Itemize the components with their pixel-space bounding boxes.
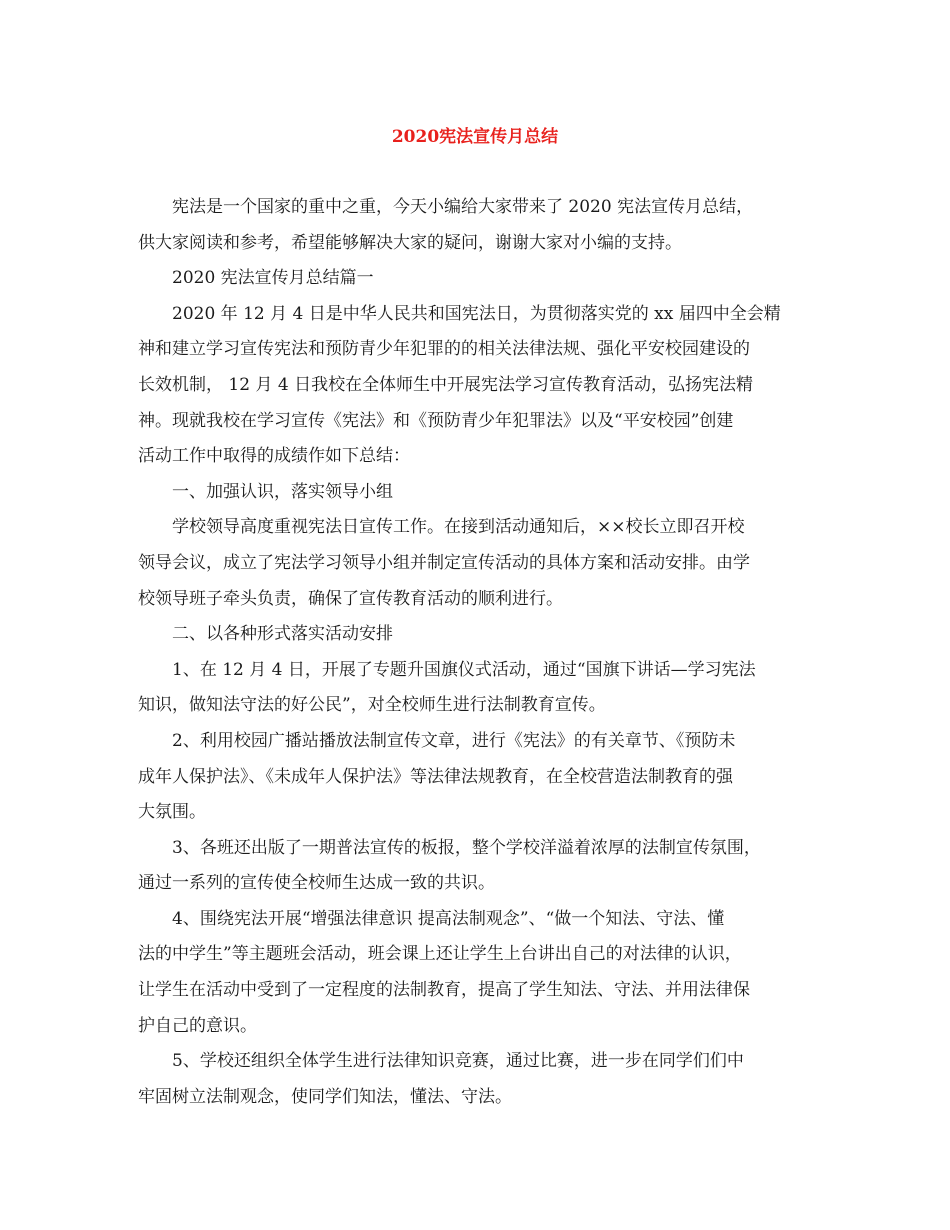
paragraph-line: 长效机制， 12 月 4 日我校在全体师生中开展宪法学习宣传教育活动，弘扬宪法精: [138, 374, 754, 395]
paragraph-line: 宪法是一个国家的重中之重，今天小编给大家带来了 2020 宪法宣传月总结，: [172, 197, 754, 217]
paragraph-line: 牢固树立法制观念，使同学们知法，懂法、守法。: [138, 1086, 512, 1107]
document-title: 2020宪法宣传月总结: [391, 127, 559, 147]
list-item-2: [138, 724, 828, 831]
paragraph-line: 供大家阅读和参考，希望能够解决大家的疑问，谢谢大家对小编的支持。: [138, 232, 682, 253]
list-item-4: [138, 902, 828, 1044]
document-body: [138, 190, 828, 1115]
list-item-3: [138, 831, 828, 902]
paragraph-line: 2、利用校园广播站播放法制宣传文章，进行《宪法》的有关章节、《预防未: [172, 730, 736, 751]
paragraph-line: 通过一系列的宣传使全校师生达成一致的共识。: [138, 873, 495, 894]
paragraph-line: 领导会议，成立了宪法学习领导小组并制定宣传活动的具体方案和活动安排。由学: [138, 552, 750, 573]
list-item-5: [138, 1044, 828, 1115]
paragraph-line: 让学生在活动中受到了一定程度的法制教育，提高了学生知法、守法、并用法律保: [138, 980, 750, 1001]
section-two-heading: [138, 617, 828, 653]
heading-line: 一、加强认识，落实领导小组: [172, 481, 393, 502]
part-one-heading: [138, 261, 828, 297]
paragraph-line: 大氛围。: [138, 802, 206, 823]
paragraph-line: 校领导班子牵头负责，确保了宣传教育活动的顺利进行。: [138, 588, 563, 609]
paragraph-line: 知识，做知法守法的好公民”，对全校师生进行法制教育宣传。: [138, 695, 606, 716]
paragraph-line: 5、学校还组织全体学生进行法律知识竞赛，通过比赛，进一步在同学们们中: [172, 1051, 744, 1072]
paragraph-line: 活动工作中取得的成绩作如下总结：: [138, 446, 410, 467]
section-one-heading: [138, 475, 828, 511]
paragraph-section-one: [138, 510, 828, 617]
paragraph-line: 成年人保护法》、《未成年人保护法》等法律法规教育，在全校营造法制教育的强: [138, 766, 733, 787]
paragraph-line: 神和建立学习宣传宪法和预防青少年犯罪的的相关法律法规、强化平安校园建设的: [138, 339, 750, 360]
list-item-1: [138, 653, 828, 724]
paragraph-line: 法的中学生”等主题班会活动，班会课上还让学生上台讲出自己的对法律的认识，: [138, 944, 742, 965]
paragraph-line: 3、各班还出版了一期普法宣传的板报，整个学校洋溢着浓厚的法制宣传氛围，: [172, 837, 761, 858]
paragraph-line: 学校领导高度重视宪法日宣传工作。在接到活动通知后，××校长立即召开校: [172, 517, 745, 538]
paragraph-opening: [138, 297, 828, 475]
paragraph-line: 护自己的意识。: [138, 1015, 257, 1036]
paragraph-line: 神。现就我校在学习宣传《宪法》和《预防青少年犯罪法》以及“平安校园”创建: [138, 410, 734, 431]
paragraph-intro: [138, 190, 828, 261]
paragraph-line: 4、围绕宪法开展“增强法律意识 提高法制观念”、“做一个知法、守法、懂: [172, 908, 725, 929]
paragraph-line: 2020 年 12 月 4 日是中华人民共和国宪法日，为贯彻落实党的 xx 届四中全会精: [172, 303, 781, 324]
paragraph-line: 1、在 12 月 4 日，开展了专题升国旗仪式活动，通过“国旗下讲话—学习宪法: [172, 659, 756, 680]
heading-line: 二、以各种形式落实活动安排: [172, 624, 393, 645]
heading-line: 2020 宪法宣传月总结篇一: [172, 268, 374, 289]
